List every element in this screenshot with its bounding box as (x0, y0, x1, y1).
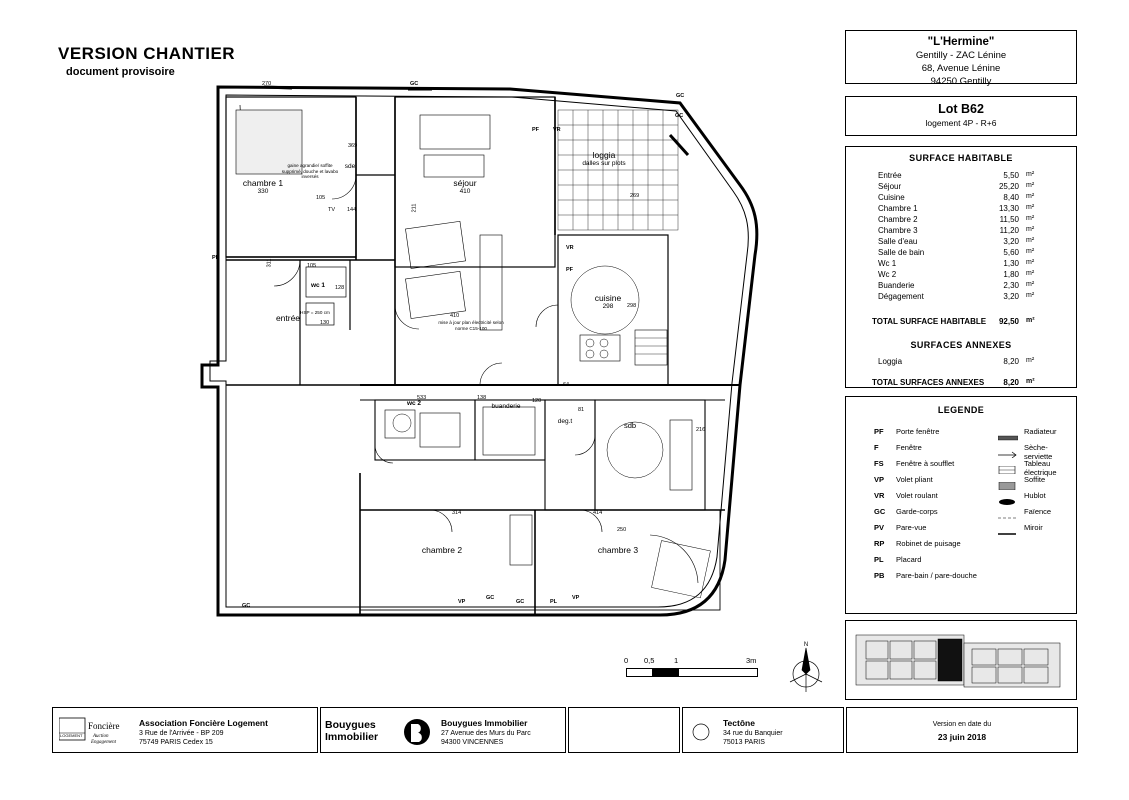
code-tag: GC (675, 113, 684, 119)
surface-table-panel (845, 146, 1077, 388)
code-tag: PL (212, 255, 220, 261)
table-row: Chambre 2 11,50 m² (878, 215, 1035, 224)
surface-table-title: SURFACE HABITABLE (909, 153, 1013, 163)
room-sejour: séjour 410 (453, 178, 477, 195)
dim-tag: 211 (411, 203, 418, 213)
dim-tag: 414 (593, 510, 603, 516)
project-address: 68, Avenue Lénine (921, 63, 1001, 74)
lot-number: Lot B62 (938, 102, 984, 116)
legend-label: Miroir (1024, 523, 1043, 532)
dim-tag: 369 (348, 143, 358, 149)
room-sde: sde (344, 163, 356, 170)
table-row: Entrée 5,50 m² (878, 171, 1035, 180)
footer-line: 94300 VINCENNES (441, 739, 504, 746)
footer-block-date (846, 707, 1078, 753)
table-row: Cuisine 8,40 m² (878, 193, 1035, 202)
dim-tag: 120 (532, 398, 542, 404)
legend-code: PL (874, 555, 884, 564)
code-tag: GC (486, 595, 495, 601)
code-tag: PF (566, 267, 574, 273)
legend-code: GC (874, 507, 886, 516)
footer-line: 75013 PARIS (723, 739, 765, 746)
code-tag: GC (242, 603, 251, 609)
legend-label: Robinet de puisage (896, 539, 961, 548)
key-plan-diagram (846, 621, 1076, 699)
annex-total-row: TOTAL SURFACES ANNEXES 8,20 m² (872, 378, 1035, 387)
code-tag: VR (566, 245, 574, 251)
dim-tag: 105 (316, 195, 326, 201)
table-row: Chambre 1 13,30 m² (878, 204, 1035, 213)
footer-title: Tectône (723, 718, 755, 728)
footer-line: 27 Avenue des Murs du Parc (441, 730, 531, 737)
code-tag: PF (532, 127, 540, 133)
footer-block-bouygues (320, 707, 566, 753)
room-wc-2: wc 2 (406, 400, 422, 407)
surface-total-row: TOTAL SURFACE HABITABLE 92,50 m² (872, 317, 1035, 326)
dim-tag: 270 (262, 81, 272, 87)
legend-label: Fenêtre à soufflet (896, 459, 955, 468)
table-row: Buanderie 2,30 m² (878, 281, 1035, 290)
legend-code: PB (874, 571, 885, 580)
dim-tag: 250 (617, 527, 627, 533)
project-info-panel (845, 30, 1077, 87)
plan-note: mise à jour plan électricité selon norme C15-100 (438, 320, 504, 331)
legend-label: Fenêtre (896, 443, 922, 452)
svg-text:N: N (803, 642, 809, 648)
room-wc-1: wc 1 (310, 282, 326, 289)
annex-rows (846, 357, 1076, 368)
svg-text:Immobilier: Immobilier (325, 731, 379, 743)
code-tag: GC (410, 81, 419, 87)
svg-text:Bouygues: Bouygues (325, 719, 376, 731)
floor-plan-svg (180, 55, 820, 655)
version-subtitle: document provisoire (66, 66, 175, 78)
footer-block-afl (52, 707, 318, 753)
table-row: Salle d'eau 3,20 m² (878, 237, 1035, 246)
legend-label: Soffite (1024, 475, 1046, 484)
mirror-icon (998, 525, 1018, 543)
bouygues-immobilier-logo (325, 714, 433, 748)
code-tag: GC (516, 599, 525, 605)
legend-label: Porte fenêtre (896, 427, 940, 436)
dim-tag: 298 (627, 303, 637, 309)
room-cuisine: cuisine 298 (594, 293, 622, 310)
footer-title: Bouygues Immobilier (441, 718, 528, 728)
key-plan-panel (845, 620, 1077, 700)
legend-label: Pare-bain / pare-douche (896, 571, 977, 580)
room-chambre-2: chambre 2 (421, 545, 463, 555)
scale-tick: 3m (746, 656, 757, 665)
footer-line: 75749 PARIS Cedex 15 (139, 739, 213, 746)
tectone-logo (691, 722, 711, 742)
legend-code: RP (874, 539, 885, 548)
table-row: Salle de bain 5,60 m² (878, 248, 1035, 257)
legend-label: Sèche-serviette (1024, 443, 1053, 461)
legend-code: F (874, 443, 879, 452)
room-entree: entrée (275, 313, 301, 323)
room-chambre-3: chambre 3 (597, 545, 639, 555)
code-tag: VP (458, 599, 466, 605)
code-tag: PL (550, 599, 558, 605)
dim-tag: 410 (450, 313, 460, 319)
scale-tick: 0,5 (644, 656, 655, 665)
legend-label: Pare-vue (896, 523, 927, 532)
dim-tag: 64 (563, 382, 570, 388)
legend-label: Volet roulant (896, 491, 938, 500)
plan-note: HSP = 250 cm (300, 310, 330, 315)
dim-tag: 144 (347, 207, 357, 213)
dim-tag: 216 (696, 427, 706, 433)
table-row: Chambre 3 11,20 m² (878, 226, 1035, 235)
table-row: Dégagement 3,20 m² (878, 292, 1035, 301)
project-name: "L'Hermine" (927, 36, 995, 48)
dim-tag: 81 (578, 407, 585, 413)
code-tag: VR (553, 127, 561, 133)
scale-tick: 0 (624, 656, 629, 665)
project-city: 94250 Gentilly (930, 76, 992, 87)
room-sdb: sdb (623, 421, 637, 430)
legend-label: Tableau électrique (1024, 459, 1057, 477)
dim-tag: 105 (307, 263, 317, 269)
footer-line: 34 rue du Banquier (723, 730, 783, 737)
table-row: Wc 2 1,80 m² (878, 270, 1035, 279)
code-tag: VP (572, 595, 580, 601)
legend-label: Radiateur (1024, 427, 1057, 436)
table-row: Wc 1 1,30 m² (878, 259, 1035, 268)
room-degagement: deg.t (557, 418, 573, 425)
svg-text:Engagement: Engagement (91, 740, 116, 745)
dim-tag: 311 (266, 258, 273, 268)
legend-code: PV (874, 523, 885, 532)
code-tag: GC (676, 93, 685, 99)
dim-tag: 533 (417, 395, 427, 401)
dim-tag: 130 (320, 320, 330, 326)
legend-label: Garde-corps (896, 507, 938, 516)
footer-title: Association Foncière Logement (139, 718, 268, 728)
plan-note: gaine agrandie/ soffite supprimé, douche et lavabo inversés (281, 163, 339, 180)
dim-tag: 128 (335, 285, 345, 291)
svg-text:Auction: Auction (93, 734, 109, 739)
legend-label: Hublot (1024, 491, 1046, 500)
legend-code: PF (874, 427, 884, 436)
project-zone: Gentilly - ZAC Lénine (915, 50, 1007, 61)
legend-code: VR (874, 491, 885, 500)
surface-rows (846, 171, 1076, 303)
legend-title: LEGENDE (937, 405, 985, 415)
room-buanderie: buanderie (491, 403, 521, 410)
legend-code: VP (874, 475, 885, 484)
footer-line: 3 Rue de l'Arrivée - BP 209 (139, 730, 224, 737)
table-row: Loggia 8,20 m² (878, 357, 1035, 366)
fonciere-logement-logo (59, 716, 133, 746)
dim-tag: 314 (452, 510, 462, 516)
dim-tag: 138 (477, 395, 487, 401)
legend-items (846, 427, 1076, 587)
dim-tag: TV (328, 207, 336, 213)
annex-title: SURFACES ANNEXES (910, 340, 1012, 350)
version-title: VERSION CHANTIER (58, 44, 236, 63)
scale-tick: 1 (674, 656, 679, 665)
table-row: Séjour 25,20 m² (878, 182, 1035, 191)
footer-spacer (568, 707, 680, 753)
legend-label: Volet pliant (896, 475, 933, 484)
room-loggia: loggia dalles sur plots (582, 150, 626, 167)
svg-text:Foncière: Foncière (88, 721, 120, 731)
svg-text:LOGEMENT: LOGEMENT (60, 733, 83, 738)
floor-plan (180, 55, 820, 655)
version-date-value: 23 juin 2018 (937, 732, 987, 742)
legend-code: FS (874, 459, 884, 468)
room-chambre-1: chambre 1 330 (242, 178, 284, 195)
footer-block-tectone (682, 707, 844, 753)
lot-panel (845, 96, 1077, 136)
legend-panel (845, 396, 1077, 614)
lot-description: logement 4P - R+6 (925, 118, 997, 128)
legend-label: Placard (896, 555, 922, 564)
compass-rose (776, 640, 836, 700)
version-date-label: Version en date du (932, 721, 992, 728)
dim-tag: 269 (630, 193, 640, 199)
legend-label: Faïence (1024, 507, 1052, 516)
